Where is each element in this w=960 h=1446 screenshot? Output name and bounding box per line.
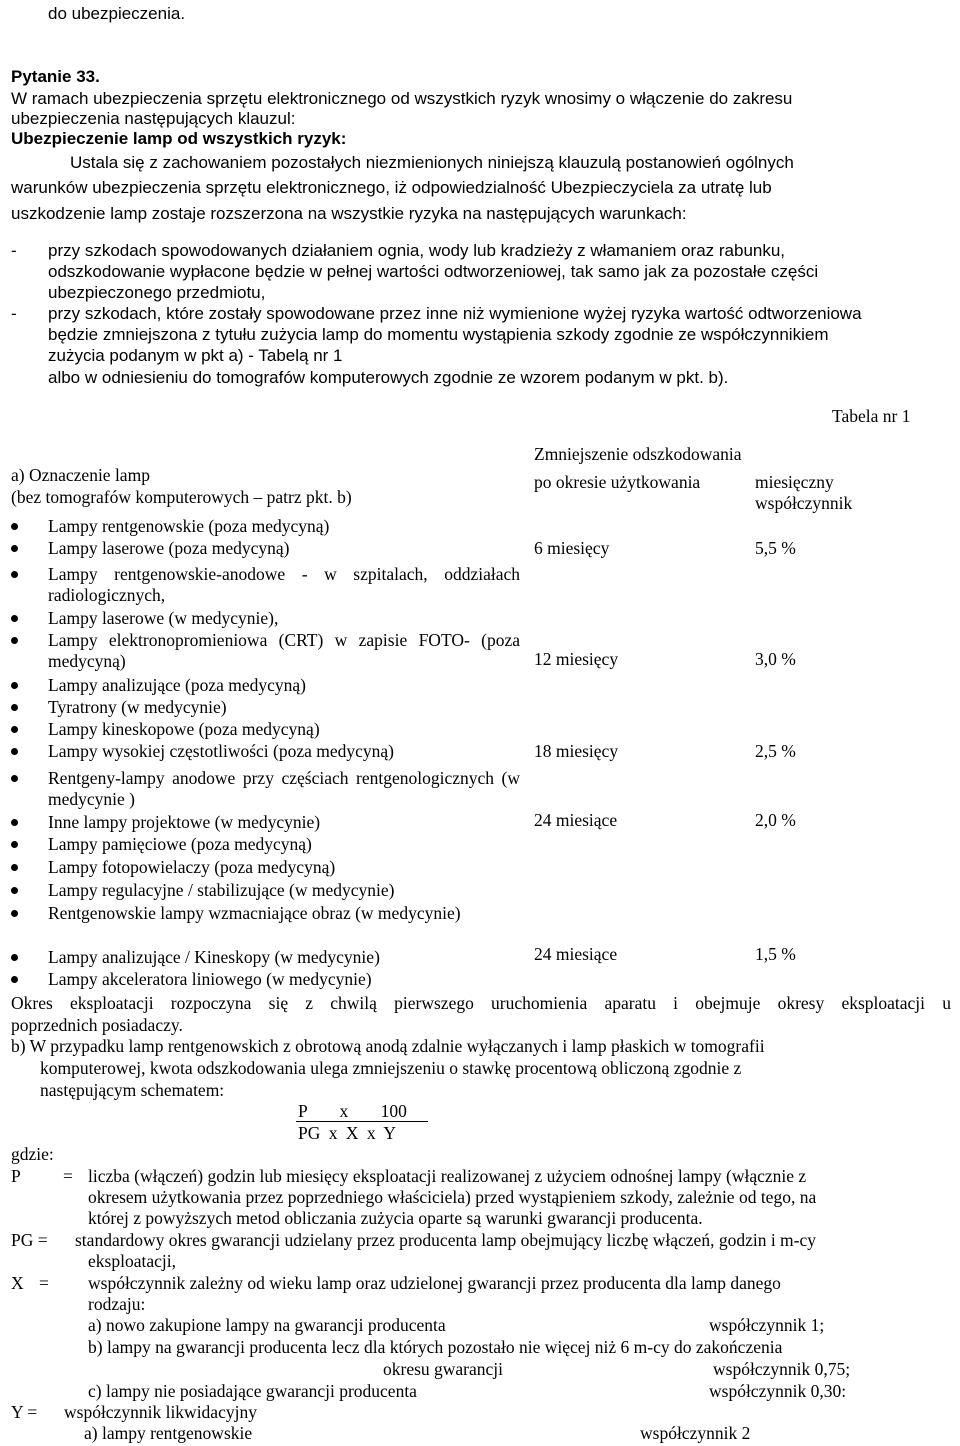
- definition-symbol: X: [11, 1273, 24, 1293]
- bullet: [11, 545, 18, 552]
- definition-line: współczynnik likwidacyjny: [64, 1402, 257, 1422]
- table-row-period: 24 miesiące: [534, 810, 618, 830]
- option-label: okresu gwarancji: [383, 1359, 504, 1379]
- table-row-item: Lampy rentgenowskie-anodowe - w szpitalach, oddziałach radiologicznych,: [48, 564, 520, 605]
- definition-line: której z powyższych metod obliczania zużycia oparte są warunki gwarancji producenta.: [88, 1208, 703, 1228]
- formula-numerator: P x 100: [298, 1101, 407, 1121]
- point-b-line: b) W przypadku lamp rentgenowskich z obrotową anodą zdalnie wyłączanych i lamp płaskich w tomografii: [11, 1036, 765, 1056]
- definition-line: okresem użytkowania przez poprzedniego właściciela) przed wystąpieniem szkody, zależnie od tego, na: [88, 1187, 817, 1207]
- table-row-item: Lampy laserowe (w medycynie),: [48, 608, 279, 628]
- dash-item-line: będzie zmniejszona z tytułu zużycia lamp do momentu wystąpienia szkody zgodnie ze współczynnikiem: [48, 325, 829, 344]
- option-label: a) lampy rentgenowskie: [84, 1423, 253, 1443]
- table-row-coef: 3,0 %: [755, 649, 796, 669]
- bullet: [11, 615, 18, 622]
- dash-marker: -: [11, 304, 17, 323]
- bullet: [11, 704, 18, 711]
- bullet: [11, 571, 18, 578]
- table-row-item: Lampy pamięciowe (poza medycyną): [48, 834, 312, 854]
- formula-fraction-line: [296, 1121, 428, 1122]
- formula-denominator: PG x X x Y: [298, 1123, 396, 1143]
- table-row-item: Lampy akceleratora liniowego (w medycynie): [48, 969, 372, 989]
- definition-symbol: P: [11, 1166, 21, 1186]
- bullet: [11, 954, 18, 961]
- table-row-item: Lampy regulacyjne / stabilizujące (w medycynie): [48, 880, 395, 900]
- table-row-item: Lampy elektronopromieniowa (CRT) w zapisie FOTO- (poza medycyną): [48, 630, 520, 671]
- intro-tail: do ubezpieczenia.: [48, 4, 186, 23]
- table-row-period: 6 miesięcy: [534, 538, 610, 558]
- clause-body-line: uszkodzenie lamp zostaje rozszerzona na wszystkie ryzyka na następujących warunkach:: [11, 204, 687, 223]
- bullet: [11, 682, 18, 689]
- option-value: współczynnik 2: [640, 1423, 751, 1443]
- table-header-period: po okresie użytkowania: [534, 472, 701, 492]
- question-title: Pytanie 33.: [11, 67, 100, 86]
- table-row-item: Rentgeny-lampy anodowe przy częściach rentgenologicznych (w medycynie ): [48, 768, 520, 809]
- after-table-line: Okres eksploatacji rozpoczyna się z chwilą pierwszego uruchomienia aparatu i obejmuje okresy eksploatacji u: [11, 993, 951, 1013]
- table-row-item: Lampy laserowe (poza medycyną): [48, 538, 290, 558]
- definition-line: współczynnik zależny od wieku lamp oraz udzielonej gwarancji przez producenta dla lamp danego: [88, 1273, 781, 1293]
- bullet: [11, 976, 18, 983]
- bullet: [11, 864, 18, 871]
- option-value: współczynnik 0,30:: [709, 1381, 847, 1401]
- table-row-item: Lampy rentgenowskie (poza medycyną): [48, 516, 330, 536]
- table-row-item: Lampy wysokiej częstotliwości (poza medycyną): [48, 741, 395, 761]
- intro-line: W ramach ubezpieczenia sprzętu elektronicznego od wszystkich ryzyk wnosimy o włączenie do zakresu: [11, 89, 793, 108]
- dash-item-line: odszkodowanie wypłacone będzie w pełnej wartości odtworzeniowej, tak samo jak za pozostałe części: [48, 262, 819, 281]
- definition-symbol: Y =: [11, 1402, 38, 1422]
- option-value: współczynnik 0,75;: [713, 1359, 851, 1379]
- bullet: [11, 637, 18, 644]
- table-row-item: Tyratrony (w medycynie): [48, 697, 227, 717]
- dash-item-line: zużycia podanym w pkt a) - Tabelą nr 1: [48, 346, 343, 365]
- table-row-item: Lampy analizujące (poza medycyną): [48, 675, 306, 695]
- table-row-coef: 5,5 %: [755, 538, 796, 558]
- bullet: [11, 887, 18, 894]
- clause-body-line: warunków ubezpieczenia sprzętu elektronicznego, iż odpowiedzialność Ubezpieczyciela za utratę lub: [11, 178, 772, 197]
- bullet: [11, 726, 18, 733]
- table-row-item: Lampy fotopowielaczy (poza medycyną): [48, 857, 336, 877]
- intro-line: ubezpieczenia następujących klauzul:: [11, 109, 296, 128]
- definition-eq: =: [63, 1166, 73, 1186]
- table-row-period: 18 miesięcy: [534, 741, 619, 761]
- table-row-item: Inne lampy projektowe (w medycynie): [48, 812, 321, 832]
- table-row-item: Lampy kineskopowe (poza medycyną): [48, 719, 320, 739]
- dash-item-line: albo w odniesieniu do tomografów komputerowych zgodnie ze wzorem podanym w pkt. b).: [48, 368, 729, 387]
- after-table-line: poprzednich posiadaczy.: [11, 1015, 183, 1035]
- table-header-left: a) Oznaczenie lamp: [11, 465, 150, 485]
- point-b-line: komputerowej, kwota odszkodowania ulega zmniejszeniu o stawkę procentową obliczoną zgodnie z: [40, 1058, 742, 1078]
- option-label: c) lampy nie posiadające gwarancji producenta: [88, 1381, 417, 1401]
- table-header-group: Zmniejszenie odszkodowania: [534, 444, 742, 464]
- dash-item-line: ubezpieczonego przedmiotu,: [48, 283, 266, 302]
- definition-line: liczba (włączeń) godzin lub miesięcy eksploatacji realizowanej z użyciem odnośnej lampy (włącznie z: [88, 1166, 807, 1186]
- bullet: [11, 910, 18, 917]
- definition-eq: =: [39, 1273, 49, 1293]
- table-header-coef: miesięczny: [755, 472, 834, 492]
- dash-marker: -: [11, 241, 17, 260]
- definition-line: standardowy okres gwarancji udzielany przez producenta lamp obejmujący liczbę włączeń, godzin i m-cy: [75, 1230, 817, 1250]
- bullet: [11, 819, 18, 826]
- table-row-item: Rentgenowskie lampy wzmacniające obraz (w medycynie): [48, 903, 461, 923]
- table-row-coef: 1,5 %: [755, 944, 796, 964]
- definition-line: eksploatacji,: [88, 1251, 176, 1271]
- table-row-coef: 2,0 %: [755, 810, 796, 830]
- table-header-left: (bez tomografów komputerowych – patrz pkt. b): [11, 487, 352, 507]
- bullet: [11, 523, 18, 530]
- option-value: współczynnik 1;: [709, 1315, 825, 1335]
- dash-item-line: przy szkodach, które zostały spowodowane przez inne niż wymienione wyżej ryzyka wartość odtworzeniowa: [48, 304, 862, 323]
- definition-symbol: PG =: [11, 1230, 48, 1250]
- table-row-period: 12 miesięcy: [534, 649, 619, 669]
- where-label: gdzie:: [11, 1144, 54, 1164]
- table-caption: Tabela nr 1: [832, 406, 911, 426]
- clause-title: Ubezpieczenie lamp od wszystkich ryzyk:: [11, 129, 347, 148]
- definition-line: rodzaju:: [88, 1294, 146, 1314]
- dash-item-line: przy szkodach spowodowanych działaniem ognia, wody lub kradzieży z włamaniem oraz rabunku,: [48, 241, 786, 260]
- bullet: [11, 748, 18, 755]
- point-b-line: następującym schematem:: [40, 1080, 225, 1100]
- table-row-coef: 2,5 %: [755, 741, 796, 761]
- bullet: [11, 841, 18, 848]
- table-header-coef: współczynnik: [755, 493, 853, 513]
- table-row-item: Lampy analizujące / Kineskopy (w medycynie): [48, 947, 380, 967]
- table-row-period: 24 miesiące: [534, 944, 618, 964]
- option-label: a) nowo zakupione lampy na gwarancji producenta: [88, 1315, 446, 1335]
- bullet: [11, 775, 18, 782]
- clause-body-line: Ustala się z zachowaniem pozostałych niezmienionych niniejszą klauzulą postanowień ogólnych: [70, 153, 794, 172]
- option-label: b) lampy na gwarancji producenta lecz dla których pozostało nie więcej niż 6 m-cy do zakończenia: [88, 1337, 783, 1357]
